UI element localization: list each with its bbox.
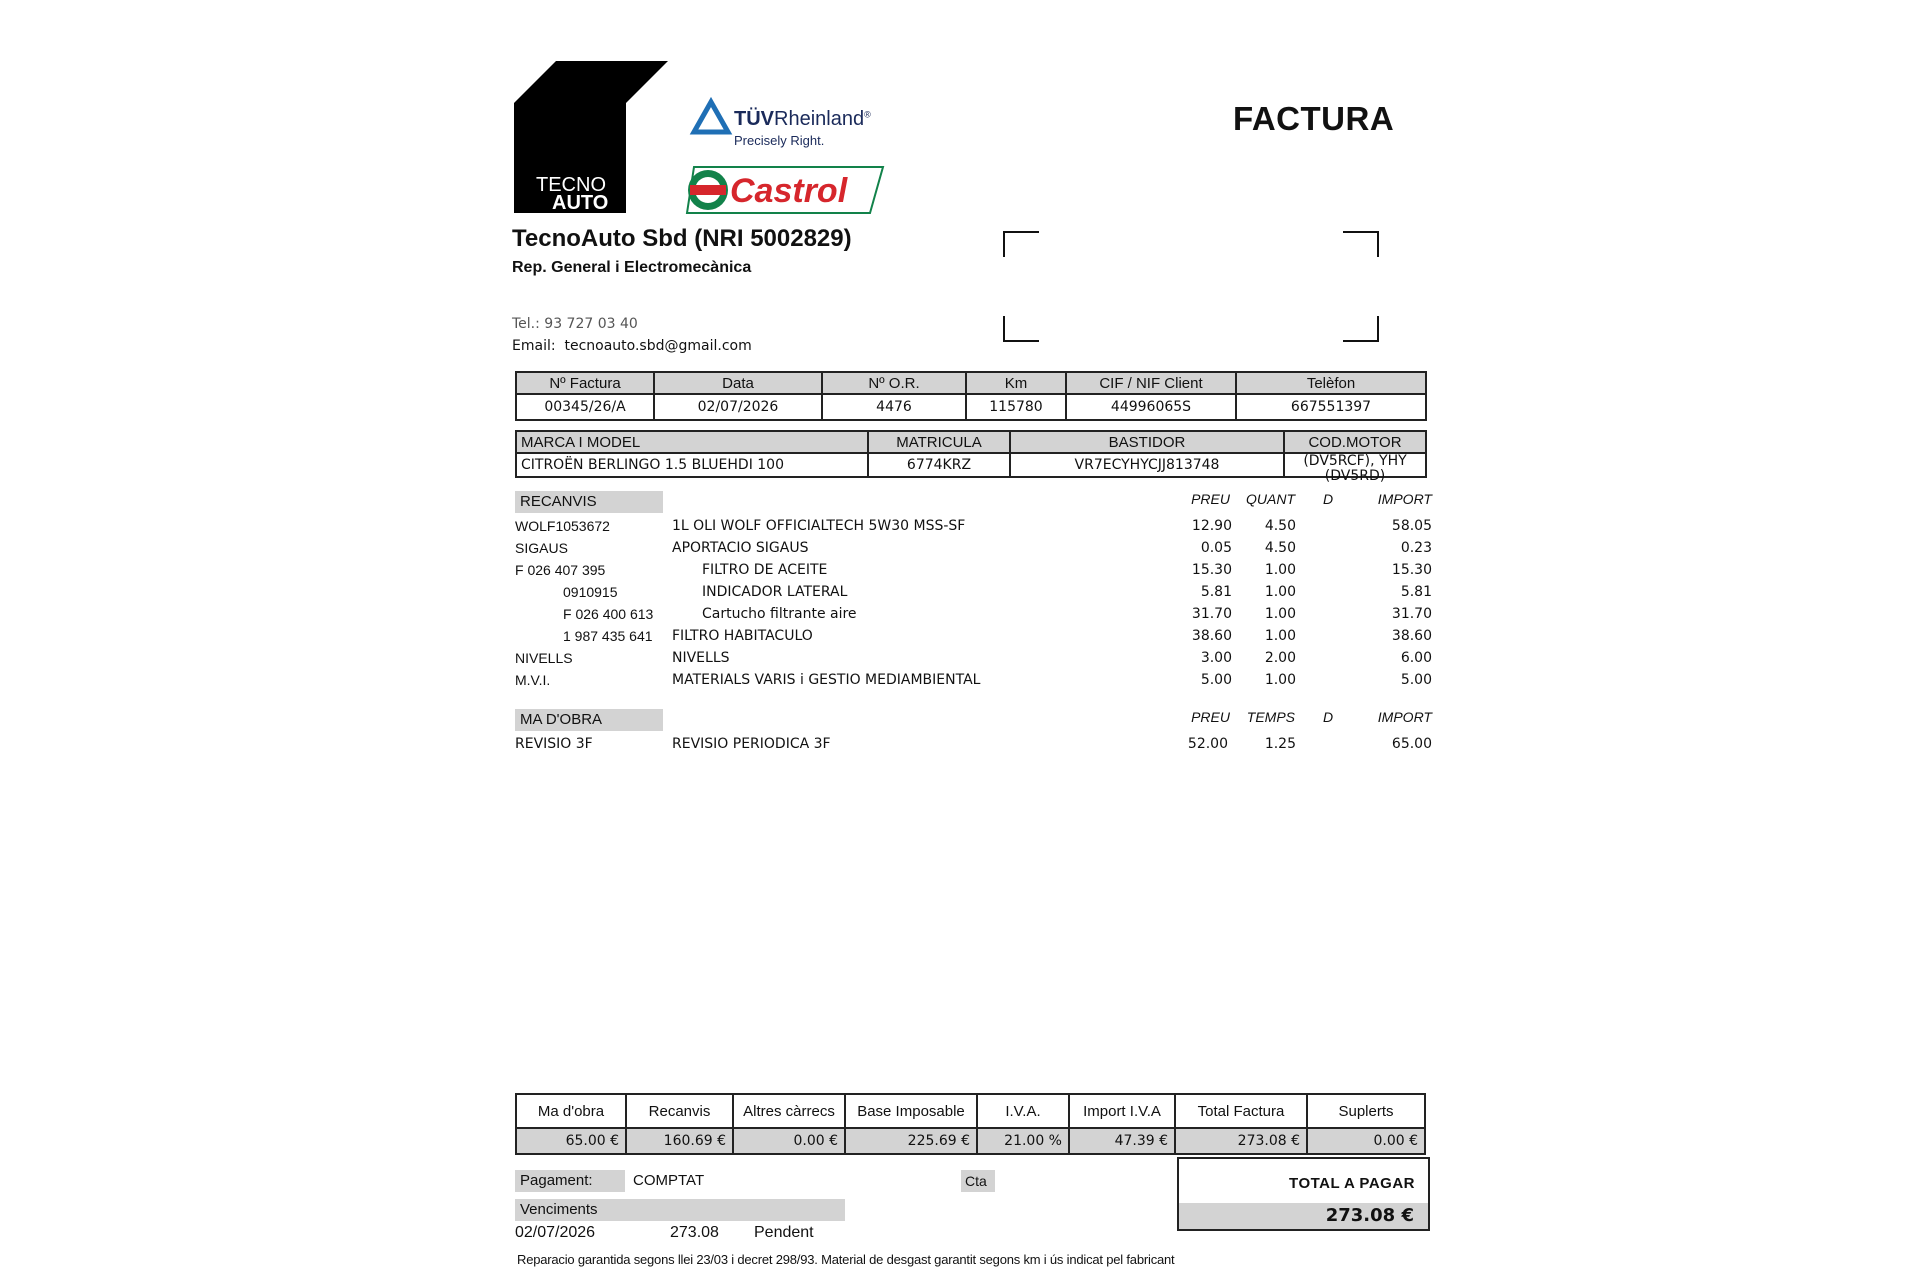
- email-line: [512, 338, 752, 354]
- part-import: 6.00: [1400, 650, 1432, 666]
- part-price: 38.60: [1191, 628, 1232, 644]
- document-title: FACTURA: [1233, 100, 1395, 137]
- order-number-value: 4476: [822, 394, 966, 420]
- due-date: 02/07/2026: [515, 1224, 596, 1241]
- part-import: 31.70: [1391, 606, 1432, 622]
- vat-amount-value: 47.39 €: [1069, 1128, 1175, 1154]
- tax-base-header: Base Imposable: [845, 1094, 977, 1128]
- part-import: 5.00: [1400, 672, 1432, 688]
- email-value: tecnoauto.sbd@gmail.com: [564, 338, 752, 354]
- total-to-pay-box: [1177, 1157, 1430, 1231]
- payment-value: COMPTAT: [633, 1172, 705, 1189]
- km-header: Km: [966, 372, 1066, 394]
- model-header: MARCA I MODEL: [516, 431, 868, 453]
- part-description: FILTRO DE ACEITE: [702, 562, 828, 578]
- castrol-logo: [686, 166, 884, 214]
- logo-auto-text: AUTO: [552, 192, 609, 214]
- invoice-total-value: 273.08 €: [1175, 1128, 1307, 1154]
- part-code: WOLF1053672: [515, 518, 610, 534]
- tuv-triangle-icon: [692, 100, 730, 138]
- labour-total-header: Ma d'obra: [516, 1094, 626, 1128]
- part-code: NIVELLS: [515, 650, 573, 666]
- labour-import: 65.00: [1391, 736, 1432, 752]
- chassis-header: BASTIDOR: [1010, 431, 1284, 453]
- part-import: 38.60: [1391, 628, 1432, 644]
- account-label: Cta: [961, 1170, 995, 1192]
- payment-label: Pagament:: [515, 1170, 625, 1192]
- tecnoauto-logo: [514, 61, 668, 213]
- invoice-number-header: Nº Factura: [516, 372, 654, 394]
- vat-rate-header: I.V.A.: [977, 1094, 1069, 1128]
- parts-discount-header: D: [1323, 491, 1334, 507]
- company-name: TecnoAuto Sbd (NRI 5002829): [512, 225, 852, 252]
- invoice-number-value: 00345/26/A: [516, 394, 654, 420]
- date-header: Data: [654, 372, 822, 394]
- labour-time: 1.25: [1264, 736, 1296, 752]
- company-subtitle: Rep. General i Electromecànica: [512, 259, 752, 276]
- part-quantity: 1.00: [1264, 628, 1296, 644]
- address-frame-corner: [1343, 316, 1379, 342]
- totals-table: [515, 1093, 1426, 1155]
- part-import: 15.30: [1391, 562, 1432, 578]
- supplements-header: Suplerts: [1307, 1094, 1425, 1128]
- part-quantity: 1.00: [1264, 672, 1296, 688]
- labour-total-value: 65.00 €: [516, 1128, 626, 1154]
- part-description: APORTACIO SIGAUS: [672, 540, 809, 556]
- model-value: CITROËN BERLINGO 1.5 BLUEHDI 100: [516, 453, 868, 477]
- phone-header: Telèfon: [1236, 372, 1426, 394]
- part-description: MATERIALS VARIS i GESTIO MEDIAMBIENTAL: [672, 672, 981, 688]
- part-code: 0910915: [563, 584, 618, 600]
- address-frame-corner: [1003, 231, 1039, 257]
- part-price: 31.70: [1191, 606, 1232, 622]
- part-code: F 026 400 613: [563, 606, 654, 622]
- phone-line-cropped: Tel.: 93 727 03 40: [512, 316, 638, 332]
- labour-section-title: MA D'OBRA: [515, 709, 663, 731]
- parts-quantity-header: QUANT: [1246, 491, 1295, 507]
- part-quantity: 4.50: [1264, 540, 1296, 556]
- part-quantity: 1.00: [1264, 562, 1296, 578]
- labour-discount-header: D: [1323, 709, 1334, 725]
- engine-code-value: (DV5RCF), YHY (DV5RD): [1284, 453, 1426, 477]
- labour-description: REVISIO PERIODICA 3F: [672, 736, 831, 752]
- due-amount: 273.08: [670, 1224, 719, 1241]
- part-price: 15.30: [1191, 562, 1232, 578]
- logo-tecno-text: TECNO: [536, 174, 606, 196]
- part-description: NIVELLS: [672, 650, 730, 666]
- part-import: 58.05: [1391, 518, 1432, 534]
- due-dates-label: Venciments: [515, 1199, 845, 1221]
- engine-code-header: COD.MOTOR: [1284, 431, 1426, 453]
- client-id-value: 44996065S: [1066, 394, 1236, 420]
- warranty-note: Reparacio garantida segons llei 23/03 i decret 298/93. Material de desgast garantit segons km i ús indicat pel fabricant: [517, 1252, 1175, 1267]
- part-import: 5.81: [1400, 584, 1432, 600]
- other-charges-header: Altres càrrecs: [733, 1094, 845, 1128]
- part-price: 12.90: [1191, 518, 1232, 534]
- total-to-pay-value: 273.08 €: [1179, 1203, 1428, 1229]
- client-id-header: CIF / NIF Client: [1066, 372, 1236, 394]
- phone-value: 667551397: [1236, 394, 1426, 420]
- castrol-text: Castrol: [730, 172, 848, 210]
- labour-time-header: TEMPS: [1246, 709, 1295, 725]
- parts-section-title: RECANVIS: [515, 491, 663, 513]
- tuv-brand: TÜVRheinland®: [734, 108, 871, 130]
- parts-total-value: 160.69 €: [626, 1128, 733, 1154]
- part-quantity: 4.50: [1264, 518, 1296, 534]
- part-code: 1 987 435 641: [563, 628, 653, 644]
- labour-import-header: IMPORT: [1377, 709, 1432, 725]
- supplements-value: 0.00 €: [1307, 1128, 1425, 1154]
- part-code: F 026 407 395: [515, 562, 606, 578]
- part-price: 3.00: [1200, 650, 1232, 666]
- part-quantity: 1.00: [1264, 606, 1296, 622]
- parts-import-header: IMPORT: [1377, 491, 1432, 507]
- labour-price: 52.00: [1187, 736, 1228, 752]
- chassis-value: VR7ECYHYCJJ813748: [1010, 453, 1284, 477]
- due-status: Pendent: [754, 1224, 814, 1241]
- part-description: Cartucho filtrante aire: [702, 606, 857, 622]
- part-code: M.V.I.: [515, 672, 551, 688]
- part-description: 1L OLI WOLF OFFICIALTECH 5W30 MSS-SF: [672, 518, 966, 534]
- km-value: 115780: [966, 394, 1066, 420]
- parts-price-header: PREU: [1191, 491, 1230, 507]
- labour-price-header: PREU: [1191, 709, 1230, 725]
- part-price: 5.81: [1200, 584, 1232, 600]
- part-import: 0.23: [1400, 540, 1432, 556]
- tax-base-value: 225.69 €: [845, 1128, 977, 1154]
- plate-header: MATRICULA: [868, 431, 1010, 453]
- vehicle-table: [515, 430, 1427, 484]
- plate-value: 6774KRZ: [868, 453, 1010, 477]
- part-description: INDICADOR LATERAL: [702, 584, 848, 600]
- tuv-slogan: Precisely Right.: [734, 133, 825, 148]
- part-code: SIGAUS: [515, 540, 568, 556]
- part-quantity: 1.00: [1264, 584, 1296, 600]
- labour-code: REVISIO 3F: [515, 736, 593, 752]
- address-frame-corner: [1343, 231, 1379, 257]
- part-quantity: 2.00: [1264, 650, 1296, 666]
- date-value: 02/07/2026: [654, 394, 822, 420]
- part-price: 0.05: [1200, 540, 1232, 556]
- invoice-info-table: [515, 371, 1427, 421]
- part-price: 5.00: [1200, 672, 1232, 688]
- vat-amount-header: Import I.V.A: [1069, 1094, 1175, 1128]
- parts-total-header: Recanvis: [626, 1094, 733, 1128]
- total-to-pay-label: TOTAL A PAGAR: [1289, 1175, 1415, 1192]
- other-charges-value: 0.00 €: [733, 1128, 845, 1154]
- part-description: FILTRO HABITACULO: [672, 628, 813, 644]
- order-number-header: Nº O.R.: [822, 372, 966, 394]
- invoice-total-header: Total Factura: [1175, 1094, 1307, 1128]
- vat-rate-value: 21.00 %: [977, 1128, 1069, 1154]
- email-label: Email:: [512, 338, 556, 354]
- address-frame-corner: [1003, 316, 1039, 342]
